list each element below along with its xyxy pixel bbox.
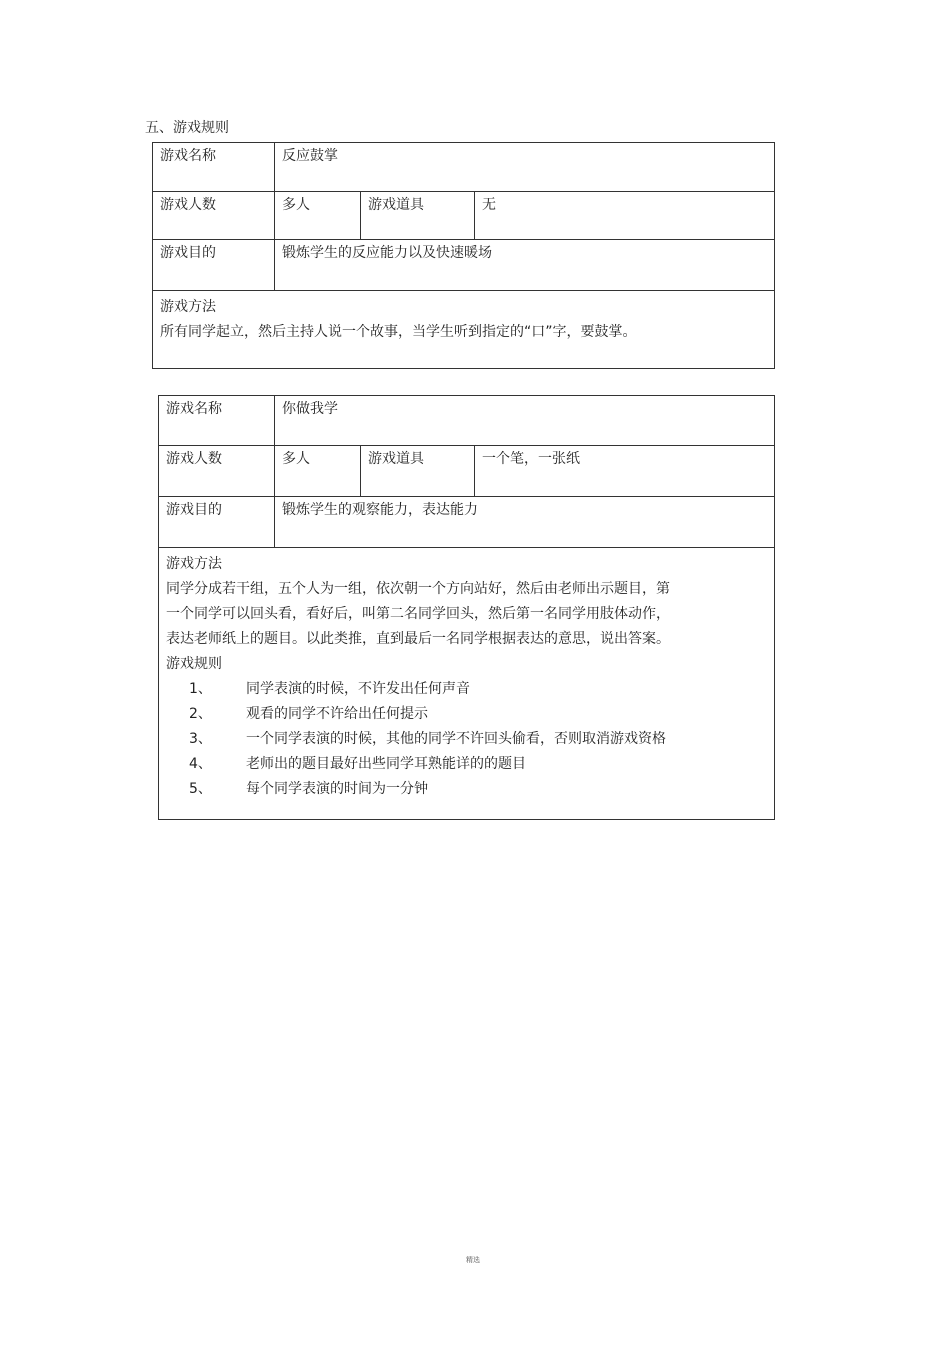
players-value: 多人 — [275, 192, 361, 239]
props-value: 无 — [482, 197, 496, 213]
players-value: 多人 — [275, 446, 361, 496]
rule-number: 2、 — [189, 706, 212, 722]
name-row — [153, 143, 774, 192]
props-label: 游戏道具 — [361, 446, 475, 496]
rule-number: 5、 — [189, 781, 212, 797]
rule-item — [166, 702, 767, 727]
rule-item — [166, 727, 767, 752]
rule-number: 3、 — [189, 731, 212, 747]
goal-row — [153, 240, 774, 291]
players-row — [159, 446, 774, 497]
players-label: 游戏人数 — [153, 192, 275, 239]
goal-label: 游戏目的 — [153, 240, 275, 290]
method-block — [153, 291, 774, 368]
rule-item — [166, 677, 767, 702]
name-label: 游戏名称 — [159, 396, 275, 445]
name-label: 游戏名称 — [153, 143, 275, 191]
rule-text: 一个同学表演的时候，其他的同学不许回头偷看，否则取消游戏资格 — [246, 731, 666, 747]
game-name: 反应鼓掌 — [282, 148, 338, 164]
rule-text: 同学表演的时候，不许发出任何声音 — [246, 681, 470, 697]
goal-label: 游戏目的 — [159, 497, 275, 547]
game-table-1 — [152, 142, 775, 369]
players-label: 游戏人数 — [159, 446, 275, 496]
rule-number: 1、 — [189, 681, 212, 697]
rule-number: 4、 — [189, 756, 212, 772]
method-line: 表达老师纸上的题目。以此类推，直到最后一名同学根据表达的意思，说出答案。 — [166, 631, 670, 647]
method-line: 同学分成若干组，五个人为一组，依次朝一个方向站好，然后由老师出示题目，第 — [166, 581, 670, 597]
name-row — [159, 396, 774, 446]
method-label: 游戏方法 — [160, 299, 216, 315]
page-footer: 精选 — [466, 1256, 480, 1264]
game-name: 你做我学 — [282, 401, 338, 417]
rule-text: 老师出的题目最好出些同学耳熟能详的的题目 — [246, 756, 526, 772]
goal-value: 锻炼学生的观察能力，表达能力 — [282, 502, 478, 518]
goal-row — [159, 497, 774, 548]
game-table-2 — [158, 395, 775, 820]
props-value: 一个笔，一张纸 — [482, 451, 580, 467]
method-block — [159, 548, 774, 819]
method-text: 所有同学起立，然后主持人说一个故事，当学生听到指定的“口”字，要鼓掌。 — [160, 324, 637, 340]
players-row — [153, 192, 774, 240]
props-label: 游戏道具 — [361, 192, 475, 239]
rule-text: 观看的同学不许给出任何提示 — [246, 706, 428, 722]
goal-value: 锻炼学生的反应能力以及快速暖场 — [282, 245, 492, 261]
rule-item — [166, 777, 767, 802]
rule-item — [166, 752, 767, 777]
method-line: 一个同学可以回头看，看好后，叫第二名同学回头，然后第一名同学用肢体动作， — [166, 606, 670, 622]
rule-text: 每个同学表演的时间为一分钟 — [246, 781, 428, 797]
method-label: 游戏方法 — [166, 556, 222, 572]
section-title: 五、游戏规则 — [145, 120, 229, 136]
rules-label: 游戏规则 — [166, 656, 222, 672]
